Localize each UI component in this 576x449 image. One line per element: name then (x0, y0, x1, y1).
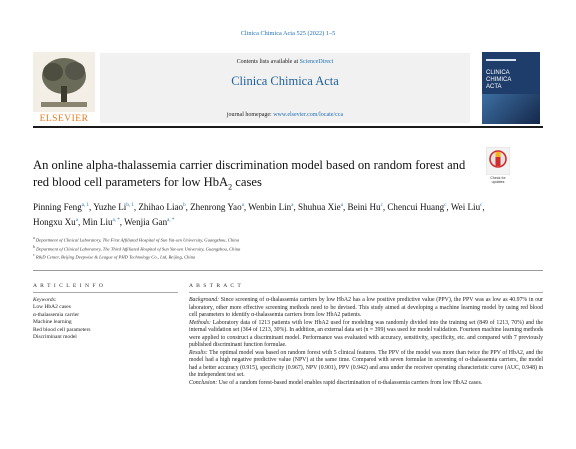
author-name[interactable]: Shuhua Xie (298, 202, 341, 213)
article-title: An online alpha-thalassemia carrier discrimination model based on random forest and red blood cell parameters for low HbA$_2$ cases (33, 158, 466, 192)
affiliation-text: Department of Clinical Laboratory, The Third Affiliated Hospital of Sun Yat-sen University, Guangzhou, China (34, 246, 241, 252)
author-name[interactable]: Beini Hu (347, 202, 381, 213)
cover-stripe (486, 59, 516, 61)
abstract-rule (189, 292, 543, 293)
keyword[interactable]: Discriminant model (33, 334, 77, 341)
elsevier-tree-icon (33, 52, 95, 112)
author-list (33, 199, 503, 229)
cover-title: CLINICA CHIMICA ACTA (486, 70, 512, 90)
affiliation-line (33, 235, 503, 244)
author-name[interactable]: Min Liu (82, 217, 113, 228)
affiliation-text: R&D Center, Beijing Deepwise & League of PHD Technology Co., Ltd, Beijing, China (34, 254, 196, 260)
keyword[interactable]: Machine learning (33, 319, 72, 326)
author-separator: , (133, 202, 139, 213)
author-name[interactable]: Zhihao Liao (138, 202, 184, 213)
author-separator: , (342, 202, 348, 213)
author-affiliation-mark[interactable]: a, 1 (81, 203, 89, 208)
author-name[interactable]: Chencui Huang (387, 202, 445, 213)
author-affiliation-mark[interactable]: a (340, 203, 343, 208)
author-separator: , (89, 202, 94, 213)
sciencedirect-link[interactable]: ScienceDirect (299, 59, 334, 65)
author-separator: , (446, 202, 451, 213)
abstract-results: Results: The optimal model was based on random forest with 5 clinical features. The PPV of the model was more than twice the PPV of HbA2, and the model had a high negative predictive value (NPV) at the same time. Compared with seven formulae in screening of α-thalassemia carriers, the model had a better accuracy (0.915), specificity (0.967), NPV (0.901), PPV (0.942) and area under the receiver operating characteristic curve (AUC, 0.948) in the independent test set. (189, 349, 543, 379)
author-affiliation-mark[interactable]: a, * (167, 218, 175, 224)
check-for-updates-label: Check for updates (490, 176, 506, 184)
section-divider (33, 270, 543, 271)
author-separator: , (482, 202, 485, 213)
author-affiliation-mark[interactable]: b (183, 203, 186, 208)
article-info-rule (33, 292, 178, 293)
author-affiliation-mark[interactable]: a, * (112, 218, 120, 224)
abstract-heading: A B S T R A C T (189, 283, 242, 289)
author-affiliation-mark[interactable]: a (75, 218, 78, 224)
journal-homepage-line: journal homepage: www.elsevier.com/locate/cca (226, 112, 344, 118)
author-name[interactable]: Pinning Feng (33, 202, 82, 213)
author-separator: , (382, 202, 388, 213)
affiliation-mark: a (33, 236, 35, 240)
affiliation-mark: c (33, 253, 35, 258)
author-name[interactable]: Wei Liu (450, 202, 481, 213)
keyword[interactable]: Low HbA2 cases (33, 304, 71, 311)
journal-reference[interactable]: Clinica Chimica Acta 525 (2022) 1–5 (240, 30, 336, 37)
author-separator: , (119, 217, 125, 228)
abstract-conclusion: Conclusion: Use of a random forest-based model enables rapid discrimination of α-thalassemia carriers from low HbA2 cases. (189, 380, 483, 387)
abstract-methods: Methods: Laboratory data of 1213 patients with low HbA2 used for modeling was randomly divided into the training set (849 of 1213, 70%) and the internal validation set (364 of 1213, 30%). In addition, an external data set (n = 399) was used for model validation. Fourteen machine learning methods were applied to construct a discriminant model. Performance was evaluated with accuracy, sensitivity, specificity, etc. and compared with 7 previously published discriminant function formulae. (189, 319, 543, 349)
homepage-link[interactable]: www.elsevier.com/locate/cca (273, 112, 344, 118)
abstract-background: Background: Since screening of α-thalassemia carriers by low HbA2 has a low positive predictive value (PPV), the PPV was as low as 40.97% in our laboratory, other more effective screening methods need to be devised. This study aimed at developing a machine learning model by using red blood cell parameters to identify α-thalassemia carriers from low HbA2 patients. (189, 297, 543, 319)
contents-lists-line: Contents lists available at ScienceDirect (236, 59, 334, 65)
author-separator: , (293, 202, 299, 213)
header-rule (33, 126, 543, 128)
author-name[interactable]: Zhenrong Yao (190, 202, 242, 213)
affiliations (33, 235, 503, 261)
journal-header (100, 53, 470, 123)
author-affiliation-mark[interactable]: a (291, 203, 294, 208)
keywords-label: Keywords: (33, 297, 57, 303)
keyword[interactable]: α-thalassemia carrier (33, 311, 80, 318)
check-for-updates-button[interactable] (486, 147, 510, 175)
affiliation-line (33, 244, 503, 253)
author-affiliation-mark[interactable]: c (444, 203, 447, 208)
keywords-block (33, 297, 178, 341)
author-separator: , (77, 217, 83, 228)
crossmark-icon (486, 147, 510, 175)
author-affiliation-mark[interactable]: a (241, 203, 244, 208)
author-name[interactable]: Yuzhe Li (93, 202, 127, 213)
author-affiliation-mark[interactable]: b, 1 (126, 203, 134, 208)
journal-cover (482, 52, 540, 124)
cover-art (482, 94, 540, 124)
author-separator: , (243, 202, 249, 213)
author-affiliation-mark[interactable]: c (380, 203, 383, 208)
author-affiliation-mark[interactable]: c (480, 203, 483, 208)
elsevier-logo (33, 52, 95, 122)
article-info-heading: A R T I C L E I N F O (33, 283, 104, 289)
affiliation-mark: b (33, 244, 35, 249)
abstract-body (189, 297, 543, 388)
publisher-name: ELSEVIER (39, 114, 89, 124)
affiliation-text: Department of Clinical Laboratory, The First Affiliated Hospital of Sun Yat-sen University, Guangzhou, China (34, 237, 240, 243)
author-name[interactable]: Wenjia Gan (124, 217, 168, 228)
author-name[interactable]: Wenbin Lin (248, 202, 292, 213)
affiliation-line (33, 252, 503, 261)
author-separator: , (185, 202, 191, 213)
journal-title: Clinica Chimica Acta (231, 74, 339, 88)
keyword[interactable]: Red blood cell parameters (33, 326, 91, 333)
author-name[interactable]: Hongxu Xu (33, 217, 76, 228)
